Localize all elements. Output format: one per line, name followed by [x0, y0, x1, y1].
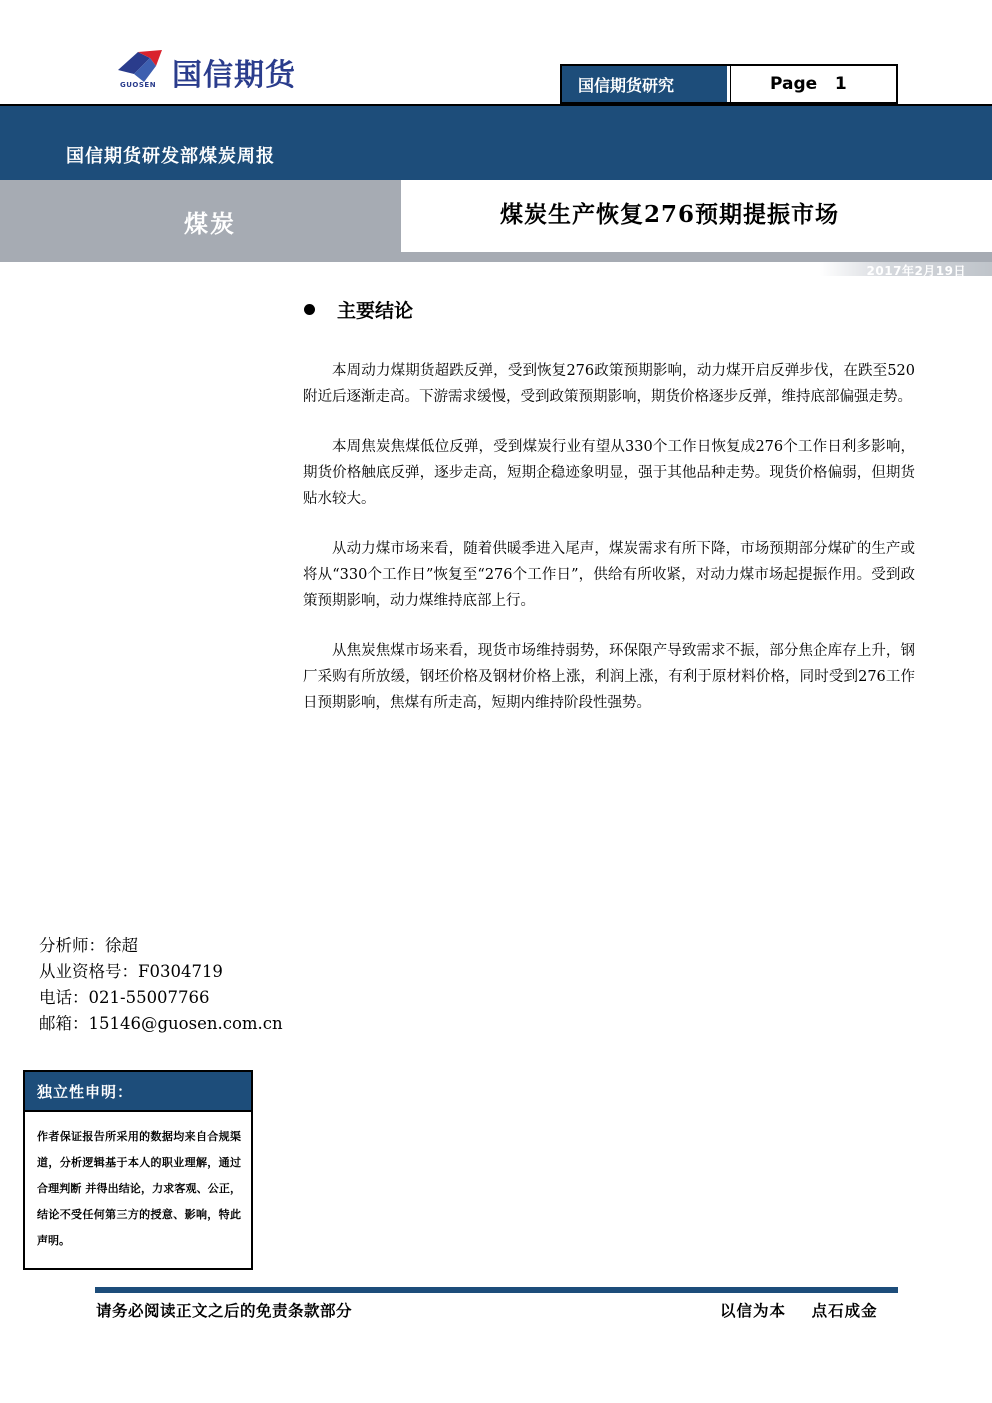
declaration-title: 独立性申明： [25, 1072, 251, 1112]
footer-divider [95, 1287, 898, 1293]
section-heading [304, 296, 413, 323]
independence-declaration [23, 1070, 253, 1270]
analyst-email: 邮箱：15146@guosen.com.cn [39, 1014, 283, 1033]
report-series-title: 国信期货研发部煤炭周报 [66, 146, 275, 167]
bullet-icon [304, 304, 315, 315]
logo-name: 国信期货 [172, 58, 296, 93]
analyst-license: 从业资格号：F0304719 [39, 962, 223, 981]
analyst-info [39, 933, 283, 1037]
page-title: 煤炭生产恢复276预期提振市场 [500, 201, 840, 228]
section-title: 主要结论 [337, 300, 414, 322]
paragraph: 从动力煤市场来看，随着供暖季进入尾声，煤炭需求有所下降，市场预期部分煤矿的生产或将从“330个工作日”恢复至“276个工作日”，供给有所收紧，对动力煤市场起提振作用。受到政策预期影响，动力煤维持底部上行。 [303, 541, 915, 609]
company-logo [116, 46, 356, 94]
analyst-name: 分析师：徐超 [39, 936, 138, 955]
paragraph: 本周焦炭焦煤低位反弹，受到煤炭行业有望从330个工作日恢复成276个工作日利多影响，期货价格触底反弹，逐步走高，短期企稳迹象明显，强于其他品种走势。现货价格偏弱，但期货贴水较大。 [303, 439, 915, 507]
analyst-phone: 电话：021-55007766 [39, 988, 210, 1007]
body-text [303, 358, 915, 740]
logo-subtext: GUOSEN [120, 81, 157, 89]
paragraph: 从焦炭焦煤市场来看，现货市场维持弱势，环保限产导致需求不振，部分焦企库存上升，钢厂采购有所放缓，钢坯价格及钢材价格上涨，利润上涨，有利于原材料价格，同时受到276工作日预期影响，焦煤有所走高，短期内维持阶段性强势。 [303, 643, 915, 711]
declaration-text: 作者保证报告所采用的数据均来自合规渠道，分析逻辑基于本人的职业理解，通过合理判断 并得出结论，力求客观、公正，结论不受任何第三方的授意、影响，特此声明。 [37, 1130, 241, 1247]
footer-disclaimer: 请务必阅读正文之后的免责条款部分 [96, 1301, 353, 1320]
report-date: 2017年2月19日 [866, 264, 966, 278]
header-info-box [560, 64, 898, 104]
paragraph: 本周动力煤期货超跌反弹，受到恢复276政策预期影响，动力煤开启反弹步伐，在跌至520附近后逐渐走高。下游需求缓慢，受到政策预期影响，期货价格逐步反弹，维持底部偏强走势。 [303, 363, 915, 405]
footer-slogan: 以信为本 点石成金 [720, 1301, 878, 1320]
category-label: 煤炭 [184, 210, 236, 238]
department-label: 国信期货研究 [562, 66, 730, 102]
page-number: Page 1 [770, 74, 847, 94]
report-series-band [0, 104, 992, 180]
